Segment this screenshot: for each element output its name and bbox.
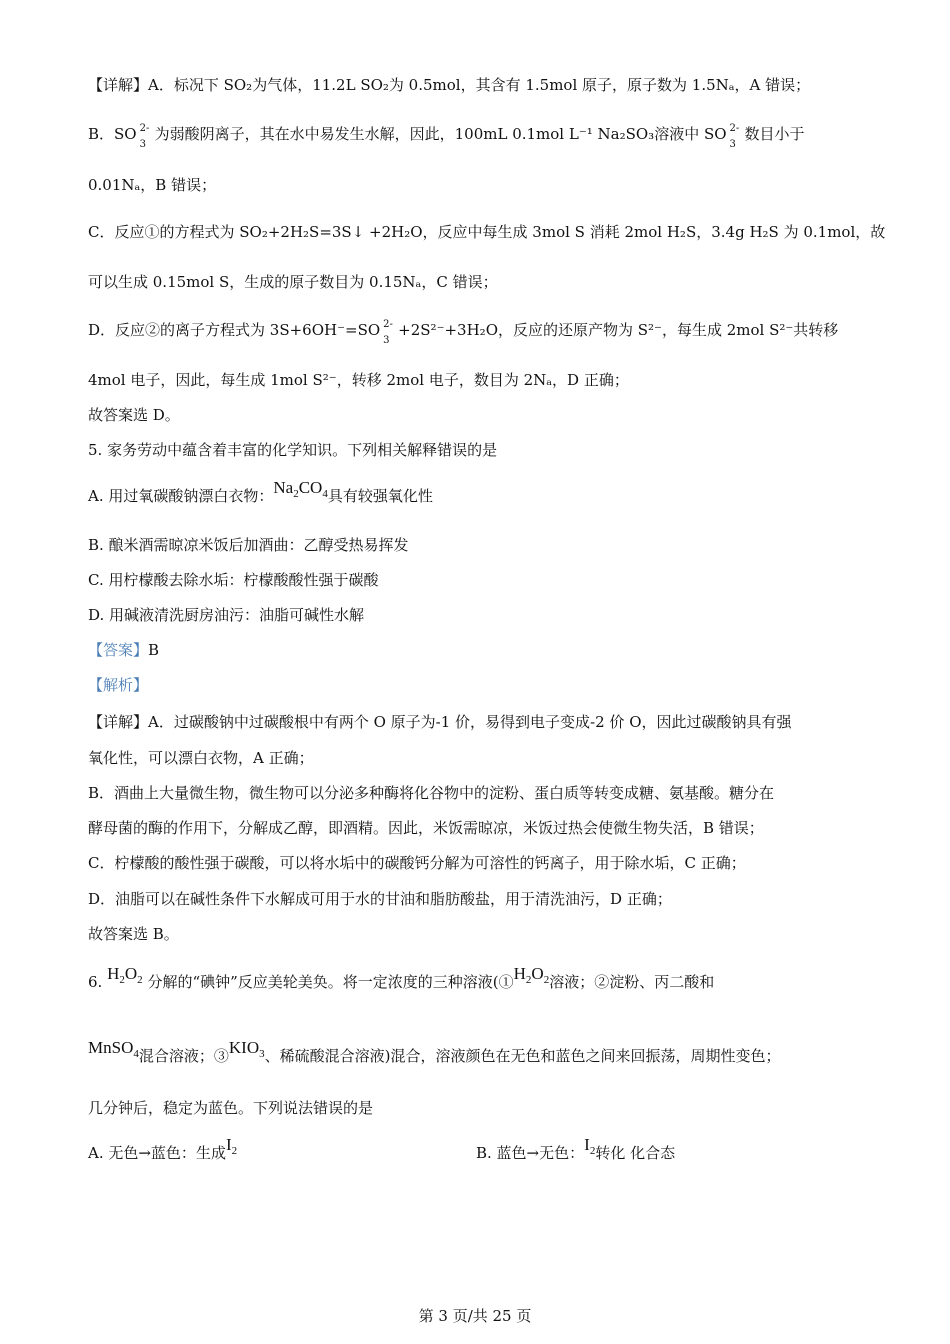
detail-c-line1: C．反应①的方程式为 SO₂+2H₂S=3S↓ +2H₂O，反应中每生成 3mol S 消耗 2mol H₂S，3.4g H₂S 为 0.1mol，故 — [88, 223, 886, 241]
explain-d: D．油脂可以在碱性条件下水解成可用于水的甘油和脂肪酸盐，用于清洗油污，D 正确； — [88, 890, 672, 908]
i2-formula-2: $I_2$ — [584, 1135, 596, 1157]
answer-line — [88, 640, 159, 660]
i2-formula: $I_2$ — [225, 1135, 238, 1157]
explain-a-line1: 【详解】A．过碳酸钠中过碳酸根中有两个 O 原子为-1 价，易得到电子变成-2 价 O，因此过碳酸钠具有强 — [88, 713, 792, 731]
q5-option-b: B. 酿米酒需晾凉米饭后加酒曲：乙醇受热易挥发 — [88, 536, 409, 554]
question-6-line3: 几分钟后，稳定为蓝色。下列说法错误的是 — [88, 1099, 374, 1117]
question-6-line2: MnSO$_4$混合溶液；$③KIO_3$、稀硫酸混合溶液)混合，溶液颜色在无色和蓝色之间来回振荡，周期性变色； — [88, 1038, 781, 1065]
h2o2-formula: $H_2O_2$ — [107, 964, 143, 986]
explain-a-line2: 氧化性，可以漂白衣物，A 正确； — [88, 749, 314, 767]
q5-option-c: C. 用柠檬酸去除水垢：柠檬酸酸性强于碳酸 — [88, 571, 379, 589]
answer-tag: 【答案】 — [88, 641, 149, 659]
explain-c: C．柠檬酸的酸性强于碳酸，可以将水垢中的碳酸钙分解为可溶性的钙离子，用于除水垢，C 正确； — [88, 854, 746, 872]
q5-option-d: D. 用碱液清洗厨房油污：油脂可碱性水解 — [88, 606, 365, 624]
analysis-tag: 【解析】 — [88, 676, 149, 694]
detail-d-line1: D．反应②的离子方程式为 3S+6OH⁻=SO 2- 3 +2S²⁻+3H₂O，反应的还原产物为 S²⁻，每生成 2mol S²⁻共转移 — [88, 319, 839, 346]
na2co4-formula: $Na_2CO_4$ — [273, 478, 328, 500]
q6-option-b: B. 蓝色→无色：$I_2$转化 化合态 — [476, 1135, 676, 1162]
detail-conclusion: 故答案选 D。 — [88, 406, 180, 424]
answer-value: B — [148, 641, 160, 659]
detail-d-line2: 4mol 电子，因此，每生成 1mol S²⁻，转移 2mol 电子，数目为 2Nₐ，D 正确； — [88, 371, 629, 389]
q5-option-a: A. 用过氧碳酸钠漂白衣物：$Na_2CO_4$具有较强氧化性 — [88, 478, 433, 505]
detail-c-line2: 可以生成 0.15mol S，生成的原子数目为 0.15Nₐ，C 错误； — [88, 273, 498, 291]
mnso4-formula: MnSO$_4$ — [88, 1038, 139, 1060]
detail-b-line2: 0.01Nₐ，B 错误； — [88, 176, 217, 194]
explain-conclusion: 故答案选 B。 — [88, 925, 179, 943]
detail-a: 【详解】A．标况下 SO₂为气体，11.2L SO₂为 0.5mol，其含有 1.5mol 原子，原子数为 1.5Nₐ，A 错误； — [88, 76, 811, 94]
q6-option-a: A. 无色→蓝色：生成$I_2$ — [88, 1135, 238, 1162]
h2o2-formula-2: $H_2O_2$ — [513, 964, 550, 986]
question-6-line1: 6. $H_2O_2$ 分解的“碘钟”反应美轮美奂。将一定浓度的三种溶液($①H_2O_2$溶液；②淀粉、丙二酸和 — [88, 964, 715, 991]
page-footer: 第 3 页/共 25 页 — [418, 1307, 532, 1325]
kio3-formula: $KIO_3$ — [228, 1038, 265, 1060]
sulfite-charge-2: 2- 3 — [729, 123, 740, 150]
explain-b-line1: B．酒曲上大量微生物，微生物可以分泌多种酶将化谷物中的淀粉、蛋白质等转变成糖、氨基酸。糖分在 — [88, 784, 775, 802]
q6-options-row — [88, 1135, 238, 1165]
explain-b-line2: 酵母菌的酶的作用下，分解成乙醇，即酒精。因此，米饭需晾凉，米饭过热会使微生物失活，B 错误； — [88, 819, 764, 837]
question-5: 5. 家务劳动中蕴含着丰富的化学知识。下列相关解释错误的是 — [88, 441, 498, 459]
sulfite-charge-3: 2- 3 — [383, 319, 393, 346]
detail-b-line1: B．SO 2- 3 为弱酸阴离子，其在水中易发生水解，因此，100mL 0.1mol L⁻¹ Na₂SO₃溶液中 SO 2- 3 数目小于 — [88, 123, 805, 150]
sulfite-charge: 2- 3 — [139, 123, 150, 150]
